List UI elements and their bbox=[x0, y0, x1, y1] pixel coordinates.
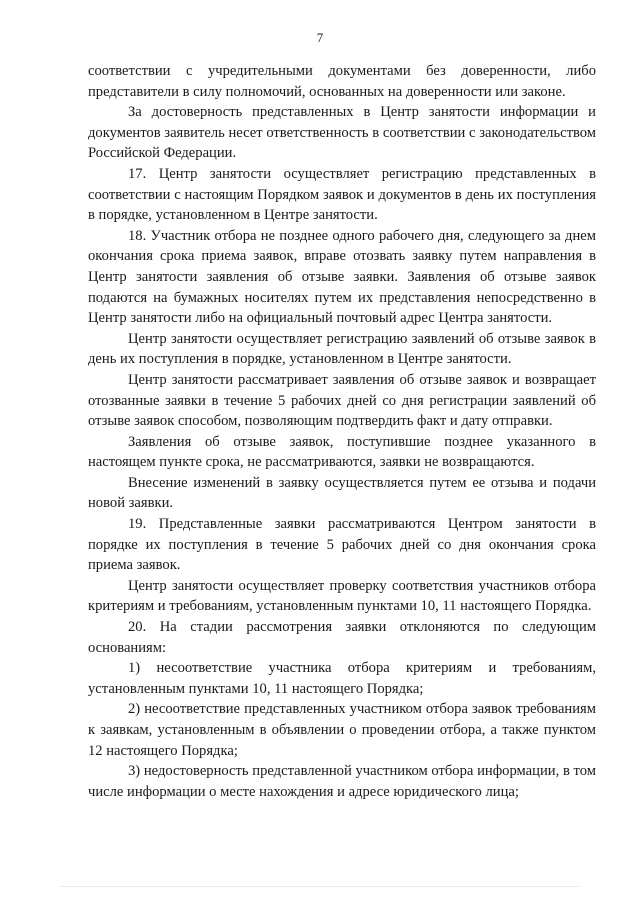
paragraph-continuation: соответствии с учредительными документами без доверенности, либо представители в силу полномочий, основанных на доверенности или законе. bbox=[88, 63, 596, 100]
paragraph-late-withdrawal: Заявления об отзыве заявок, поступившие позднее указанного в настоящем пункте срока, не рассматриваются, заявки не возвращаются. bbox=[88, 433, 596, 471]
scan-edge-artifact bbox=[60, 886, 580, 889]
paragraph-item-19: 19. Представленные заявки рассматриваются Центром занятости в порядке их поступления в течение 5 рабочих дней со дня окончания срока приема заявок. bbox=[88, 516, 596, 574]
paragraph-compliance-check: Центр занятости осуществляет проверку соответствия участников отбора критериям и требованиям, установленным пунктами 10, 11 настоящего Порядка. bbox=[88, 577, 596, 615]
list-item-1: 1) несоответствие участника отбора критериям и требованиям, установленным пунктами 10, 11 настоящего Порядка; bbox=[88, 660, 596, 697]
paragraph-changes: Внесение изменений в заявку осуществляется путем ее отзыва и подачи новой заявки. bbox=[88, 474, 596, 512]
list-item-2: 2) несоответствие представленных участником отбора заявок требованиям к заявкам, установленным в объявлении о проведении отбора, а также пунктом 12 настоящего Порядка; bbox=[88, 701, 596, 759]
paragraph-item-17: 17. Центр занятости осуществляет регистрацию представленных в соответствии с настоящим Порядком заявок и документов в день их поступления в порядке, установленном в Центре занятости. bbox=[88, 165, 596, 224]
list-item-3: 3) недостоверность представленной участником отбора информации, в том числе информации о месте нахождения и адресе юридического лица; bbox=[88, 763, 596, 800]
paragraph-reliability: За достоверность представленных в Центр занятости информации и документов заявитель несет ответственность в соответствии с законодательством Российской Федерации. bbox=[88, 104, 596, 162]
paragraph-review-withdrawal: Центр занятости рассматривает заявления об отзыве заявок и возвращает отозванные заявки в течение 5 рабочих дней со дня регистрации заявлений об отзыве заявок способом, позволяющим подтвердить факт и дату отправки. bbox=[88, 371, 596, 430]
document-body bbox=[88, 61, 596, 802]
paragraph-registration-withdrawal: Центр занятости осуществляет регистрацию заявлений об отзыве заявок в день их поступления в порядке, установленном в Центре занятости. bbox=[88, 330, 596, 368]
page-number: 7 bbox=[316, 30, 324, 45]
paragraph-item-20: 20. На стадии рассмотрения заявки отклоняются по следующим основаниям: bbox=[88, 619, 596, 656]
paragraph-item-18: 18. Участник отбора не позднее одного рабочего дня, следующего за днем окончания срока приема заявок, вправе отозвать заявку путем направления в Центр занятости заявления об отзыве заявки. Заявления об отзыве заявок подаются на бумажных носителях путем их представления непосредственно в Центр занятости либо на официальный почтовый адрес Центра занятости. bbox=[88, 227, 596, 327]
